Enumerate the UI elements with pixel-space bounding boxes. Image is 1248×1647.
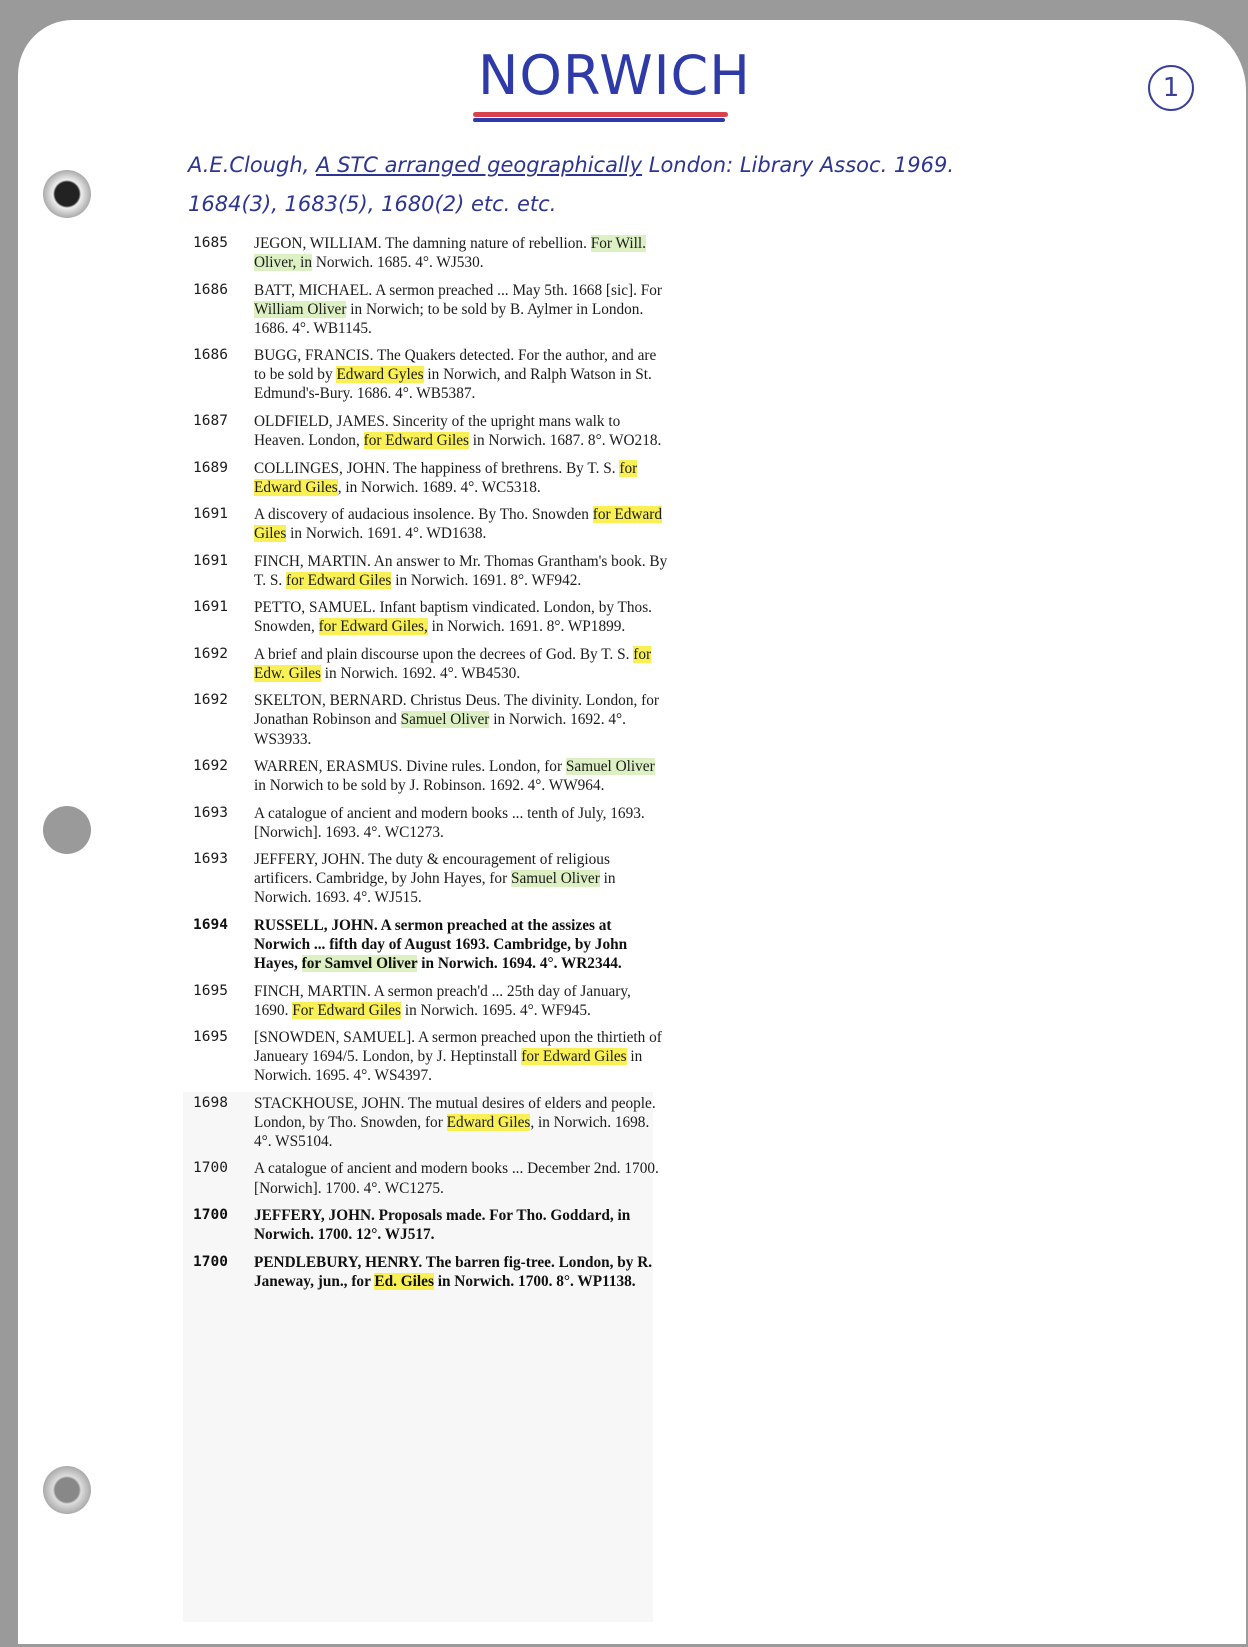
entry-row: [193, 1028, 673, 1085]
entry-text-segment: , in Norwich. 1689. 4°. WC5318.: [337, 478, 541, 496]
entry-text-segment: BUGG, FRANCIS. The Quakers detected. For the author, and are to be sold by: [254, 347, 657, 384]
entry-row: [193, 982, 673, 1020]
entry-year: 1687: [193, 412, 228, 429]
document-page: [18, 20, 1246, 1644]
entry-text-segment: in Norwich, and Ralph Watson in St. Edmund's-Bury. 1686. 4°. WB5387.: [254, 366, 652, 403]
entry-text-segment: in Norwich. 1692. 4°. WS3933.: [254, 711, 626, 748]
entry-text-segment: A catalogue of ancient and modern books ... tenth of July, 1693. [Norwich]. 1693. 4°. WC1273.: [254, 804, 645, 841]
entry-text-segment: PENDLEBURY, HENRY. The barren fig-tree. London, by R. Janeway, jun., for: [254, 1253, 653, 1290]
entry-text-segment: in Norwich. 1700. 8°. WP1138.: [433, 1272, 636, 1290]
entry-text-segment: in Norwich. 1691. 8°. WF942.: [391, 571, 582, 589]
entry-text-segment: in Norwich. 1691. 8°. WP1899.: [427, 618, 626, 636]
entry-text: [254, 1253, 669, 1291]
entry-text: [254, 982, 669, 1020]
entry-row: [193, 757, 673, 795]
entry-text-segment: COLLINGES, JOHN. The happiness of brethrens. By T. S.: [254, 459, 620, 477]
title-underline: [473, 118, 725, 122]
highlighted-text: for Edward Giles: [254, 459, 638, 496]
entry-year: 1691: [193, 552, 228, 569]
entry-list: [193, 234, 673, 1299]
entry-text-segment: in Norwich. 1695. 4°. WF945.: [401, 1001, 591, 1019]
entry-text-segment: PETTO, SAMUEL. Infant baptism vindicated. London, by Thos. Snowden,: [254, 599, 652, 636]
entry-text: [254, 645, 669, 683]
entry-row: [193, 412, 673, 450]
entry-text-segment: in Norwich. 1695. 4°. WS4397.: [254, 1048, 643, 1085]
entry-text-segment: in Norwich. 1691. 4°. WD1638.: [286, 525, 487, 543]
entry-row: [193, 691, 673, 748]
entry-text-segment: in Norwich. 1694. 4°. WR2344.: [417, 955, 622, 973]
entry-text: [254, 346, 669, 403]
entry-text-segment: A catalogue of ancient and modern books ... December 2nd. 1700. [Norwich]. 1700. 4°. WC1275.: [254, 1160, 659, 1197]
highlighted-text: for Samvel Oliver: [301, 955, 418, 973]
entry-year: 1700: [193, 1160, 228, 1177]
entry-row: [193, 1253, 673, 1291]
entry-row: [193, 552, 673, 590]
entry-row: [193, 804, 673, 842]
binder-hole: [43, 170, 91, 218]
highlighted-text: For Will. Oliver, in: [254, 235, 646, 272]
reference-counts: 1684(3), 1683(5), 1680(2) etc. etc.: [188, 192, 557, 216]
entry-text: [254, 1094, 669, 1151]
entry-text-segment: in Norwich; to be sold by B. Aylmer in London. 1686. 4°. WB1145.: [254, 300, 644, 337]
entry-row: [193, 598, 673, 636]
entry-year: 1695: [193, 1029, 228, 1046]
entry-year: 1692: [193, 758, 228, 775]
highlighted-text: for Edward Giles: [254, 506, 662, 543]
entry-year: 1692: [193, 692, 228, 709]
entry-text-segment: FINCH, MARTIN. A sermon preach'd ... 25th day of January, 1690.: [254, 982, 631, 1019]
highlighted-text: for Edward Giles,: [318, 618, 428, 636]
highlighted-text: for Edward Giles: [286, 571, 392, 589]
entry-year: 1691: [193, 506, 228, 523]
reference-line: [188, 153, 954, 177]
entry-row: [193, 1159, 673, 1197]
entry-row: [193, 346, 673, 403]
entry-text: [254, 412, 669, 450]
entry-text-segment: JEFFERY, JOHN. The duty & encouragement of religious artificers. Cambridge, by John Hayes, for: [254, 851, 610, 888]
entry-text-segment: A brief and plain discourse upon the decrees of God. By T. S.: [254, 645, 634, 663]
entry-text: [254, 804, 669, 842]
entry-text: [254, 1206, 669, 1244]
entry-row: [193, 916, 673, 973]
entry-year: 1693: [193, 804, 228, 821]
entry-text-segment: in Norwich. 1687. 8°. WO218.: [468, 432, 662, 450]
entry-text-segment: FINCH, MARTIN. An answer to Mr. Thomas Grantham's book. By T. S.: [254, 552, 668, 589]
reference-publisher: London: Library Assoc. 1969.: [642, 153, 955, 177]
entry-year: 1685: [193, 235, 228, 251]
entry-text: [254, 1159, 669, 1197]
entry-text: [254, 552, 669, 590]
entry-text-segment: SKELTON, BERNARD. Christus Deus. The divinity. London, for Jonathan Robinson and: [254, 692, 659, 729]
entry-text: [254, 691, 669, 748]
entry-text-segment: Norwich. 1685. 4°. WJ530.: [312, 254, 484, 272]
entry-text: [254, 850, 669, 907]
page-title: NORWICH: [478, 44, 751, 107]
entry-year: 1692: [193, 645, 228, 662]
reference-author: A.E.Clough,: [188, 153, 317, 177]
entry-year: 1698: [193, 1094, 228, 1111]
entry-year: 1693: [193, 851, 228, 868]
entry-year: 1700: [193, 1207, 228, 1224]
highlighted-text: for Edward Giles: [521, 1048, 627, 1066]
reference-work: A STC arranged geographically: [316, 153, 643, 177]
entry-text-segment: STACKHOUSE, JOHN. The mutual desires of elders and people. London, by Tho. Snowden, for: [254, 1094, 656, 1131]
entry-year: 1686: [193, 347, 228, 364]
page-number: 1: [1148, 65, 1194, 111]
entry-row: [193, 1094, 673, 1151]
entry-row: [193, 281, 673, 338]
entry-year: 1689: [193, 459, 228, 476]
entry-text: [254, 598, 669, 636]
entry-text: [254, 234, 669, 272]
entry-row: [193, 505, 673, 543]
entry-row: [193, 850, 673, 907]
highlighted-text: Samuel Oliver: [511, 870, 600, 888]
entry-text-segment: in Norwich to be sold by J. Robinson. 1692. 4°. WW964.: [254, 777, 605, 795]
highlighted-text: Ed. Giles: [374, 1272, 434, 1290]
entry-text: [254, 757, 669, 795]
highlighted-text: Samuel Oliver: [400, 711, 490, 729]
entry-text: [254, 916, 669, 973]
entry-text: [254, 459, 669, 497]
entry-row: [193, 234, 673, 272]
entry-text-segment: [SNOWDEN, SAMUEL]. A sermon preached upon the thirtieth of Janueary 1694/5. London, by J. Heptinstall: [254, 1029, 662, 1066]
entry-year: 1700: [193, 1253, 228, 1270]
entry-text-segment: JEFFERY, JOHN. Proposals made. For Tho. Goddard, in Norwich. 1700. 12°. WJ517.: [254, 1207, 631, 1244]
highlighted-text: Edward Giles: [446, 1113, 531, 1131]
highlighted-text: for Edw. Giles: [254, 645, 652, 682]
highlighted-text: William Oliver: [254, 300, 347, 318]
entry-year: 1694: [193, 916, 228, 933]
entry-text-segment: , in Norwich. 1698. 4°. WS5104.: [254, 1113, 650, 1150]
entry-text-segment: RUSSELL, JOHN. A sermon preached at the assizes at Norwich ... fifth day of August 1693. Cambridge, by John Hayes,: [254, 916, 628, 973]
entry-text-segment: JEGON, WILLIAM. The damning nature of rebellion.: [254, 235, 591, 252]
entry-text-segment: A discovery of audacious insolence. By Tho. Snowden: [254, 506, 593, 524]
highlighted-text: for Edward Giles: [363, 432, 469, 450]
entry-text-segment: WARREN, ERASMUS. Divine rules. London, for: [254, 758, 566, 776]
entry-text-segment: in Norwich. 1693. 4°. WJ515.: [254, 870, 616, 907]
entry-year: 1691: [193, 599, 228, 616]
binder-hole: [43, 806, 91, 854]
binder-hole: [43, 1466, 91, 1514]
entry-text: [254, 281, 669, 338]
entry-text: [254, 505, 669, 543]
entry-text-segment: in Norwich. 1692. 4°. WB4530.: [320, 664, 521, 682]
entry-row: [193, 459, 673, 497]
entry-text-segment: BATT, MICHAEL. A sermon preached ... May 5th. 1668 [sic]. For: [254, 281, 662, 299]
entry-row: [193, 645, 673, 683]
highlighted-text: For Edward Giles: [292, 1001, 402, 1019]
entry-year: 1695: [193, 982, 228, 999]
title-underline: [473, 112, 728, 117]
entry-row: [193, 1206, 673, 1244]
entry-year: 1686: [193, 281, 228, 298]
highlighted-text: Samuel Oliver: [565, 758, 655, 776]
highlighted-text: Edward Gyles: [336, 366, 424, 384]
entry-text-segment: OLDFIELD, JAMES. Sincerity of the upright mans walk to Heaven. London,: [254, 412, 621, 450]
entry-text: [254, 1028, 669, 1085]
